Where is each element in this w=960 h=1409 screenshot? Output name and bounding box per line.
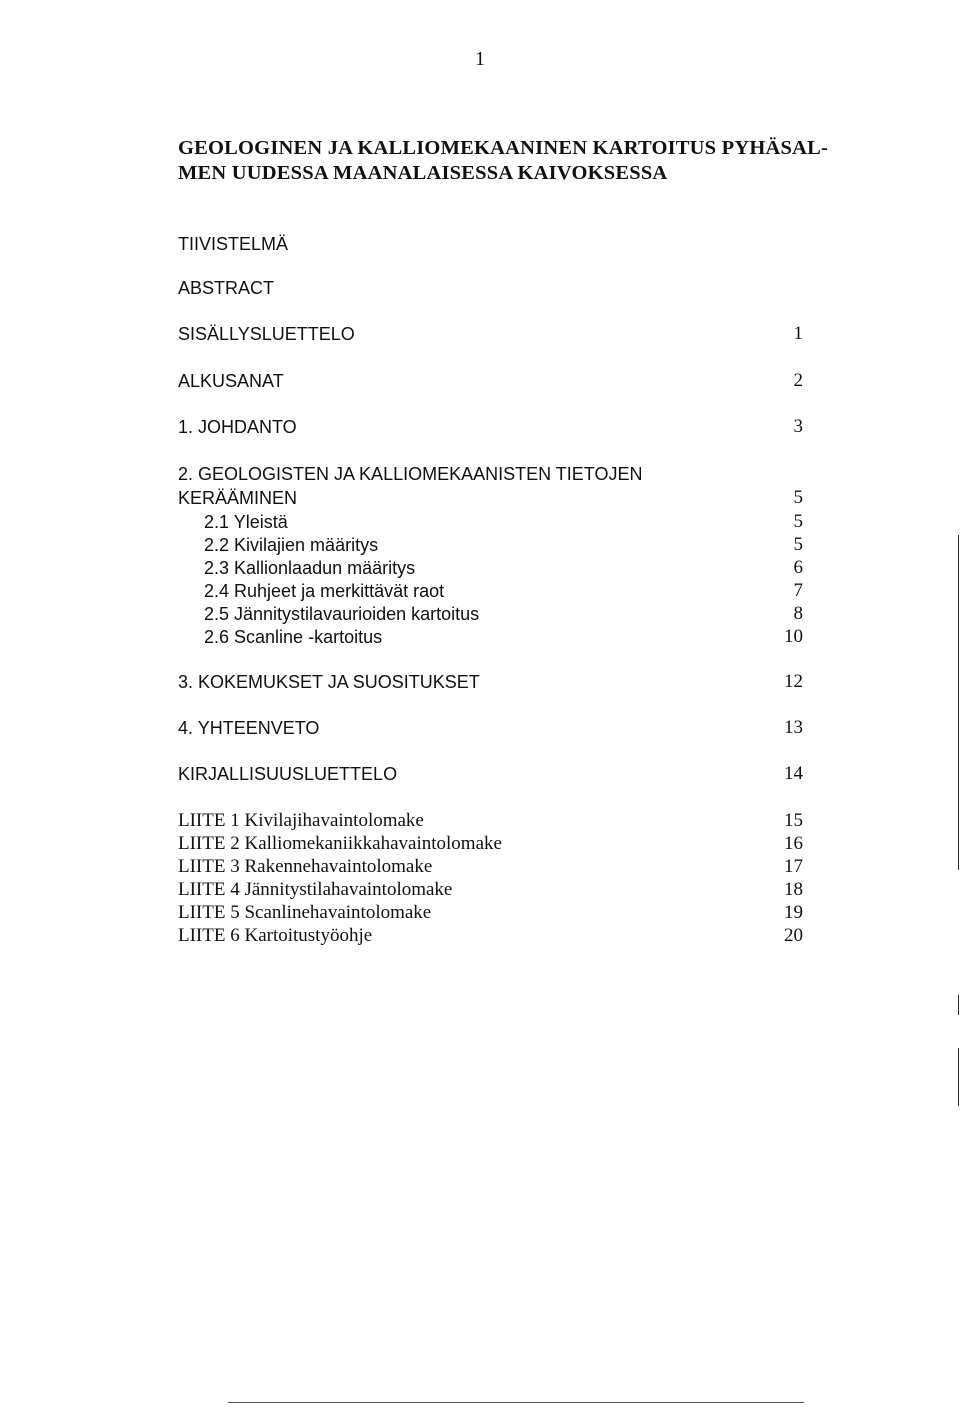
toc-entry-label: LIITE 4 Jännitystilahavaintolomake <box>178 879 453 900</box>
toc-entry-page: 18 <box>784 879 803 900</box>
scan-edge-line <box>958 535 959 870</box>
toc-entry-page: 5 <box>793 534 803 555</box>
toc-entry-label: 2.1 Yleistä <box>204 512 288 532</box>
toc-entry-page: 2 <box>793 370 803 391</box>
toc-entry-page: 7 <box>793 580 803 601</box>
toc-entry-label: ALKUSANAT <box>178 371 284 391</box>
toc-entry-label: 2.2 Kivilajien määritys <box>204 535 379 555</box>
toc-entry-page: 13 <box>784 717 803 738</box>
toc-entry-yhteenveto <box>178 716 803 740</box>
toc-entry-page: 10 <box>784 626 803 647</box>
toc-entry-liite-6 <box>178 924 803 948</box>
toc-entry-page: 15 <box>784 810 803 831</box>
toc-entry-label: KIRJALLISUUSLUETTELO <box>178 764 398 784</box>
toc-entry-2-2 <box>178 533 803 557</box>
scan-edge-mark <box>958 1048 959 1106</box>
document-title <box>178 136 828 186</box>
toc-entry-tiivistelma <box>178 232 803 256</box>
toc-entry-label: LIITE 2 Kalliomekaniikkahavaintolomake <box>178 833 502 854</box>
toc-entry-label: 2.6 Scanline -kartoitus <box>204 627 383 647</box>
toc-entry-2-6 <box>178 625 803 649</box>
toc-entry-label: LIITE 1 Kivilajihavaintolomake <box>178 810 424 831</box>
toc-entry-page: 16 <box>784 833 803 854</box>
toc-entry-alkusanat <box>178 369 803 393</box>
toc-entry-page: 3 <box>793 416 803 437</box>
toc-entry-johdanto <box>178 415 803 439</box>
toc-entry-kirjallisuusluettelo <box>178 762 803 786</box>
title-line-1: GEOLOGINEN JA KALLIOMEKAANINEN KARTOITUS PYHÄSAL- <box>178 137 828 159</box>
toc-entry-label: TIIVISTELMÄ <box>178 234 289 254</box>
toc-entry-page: 5 <box>793 487 803 508</box>
title-line-2: MEN UUDESSA MAANALAISESSA KAIVOKSESSA <box>178 162 668 184</box>
toc-entry-label: LIITE 3 Rakennehavaintolomake <box>178 856 433 877</box>
toc-entry-liite-1 <box>178 809 803 833</box>
toc-entry-2-3 <box>178 556 803 580</box>
toc-entry-label: 2.3 Kallionlaadun määritys <box>204 558 416 578</box>
toc-entry-label: 2. GEOLOGISTEN JA KALLIOMEKAANISTEN TIETOJEN <box>178 464 643 484</box>
toc-entry-sisallysluettelo <box>178 322 803 346</box>
toc-entry-2-1 <box>178 510 803 534</box>
toc-entry-label: 1. JOHDANTO <box>178 417 297 437</box>
toc-entry-label: 4. YHTEENVETO <box>178 718 320 738</box>
toc-entry-page: 14 <box>784 763 803 784</box>
toc-entry-label: ABSTRACT <box>178 278 275 298</box>
toc-entry-label: LIITE 6 Kartoitustyöohje <box>178 925 373 946</box>
scan-edge-mark <box>958 995 959 1015</box>
toc-entry-2-5 <box>178 602 803 626</box>
toc-entry-section-2 <box>178 462 803 486</box>
toc-entry-label: 3. KOKEMUKSET JA SUOSITUKSET <box>178 672 480 692</box>
toc-entry-kokemukset <box>178 670 803 694</box>
toc-entry-page: 17 <box>784 856 803 877</box>
toc-entry-liite-2 <box>178 832 803 856</box>
toc-entry-page: 8 <box>793 603 803 624</box>
toc-entry-page: 20 <box>784 925 803 946</box>
toc-entry-label: 2.4 Ruhjeet ja merkittävät raot <box>204 581 445 601</box>
toc-entry-label: SISÄLLYSLUETTELO <box>178 324 355 344</box>
toc-entry-liite-5 <box>178 901 803 925</box>
toc-entry-page: 19 <box>784 902 803 923</box>
toc-entry-page: 1 <box>793 323 803 344</box>
toc-entry-liite-4 <box>178 878 803 902</box>
toc-entry-liite-3 <box>178 855 803 879</box>
toc-entry-label: LIITE 5 Scanlinehavaintolomake <box>178 902 432 923</box>
toc-entry-2-4 <box>178 579 803 603</box>
toc-entry-page: 5 <box>793 511 803 532</box>
toc-entry-label: 2.5 Jännitystilavaurioiden kartoitus <box>204 604 480 624</box>
toc-entry-label: KERÄÄMINEN <box>178 488 298 508</box>
toc-entry-page: 6 <box>793 557 803 578</box>
scan-bottom-rule <box>228 1402 804 1403</box>
page-number: 1 <box>475 48 485 70</box>
toc-entry-keraaminen <box>178 486 803 510</box>
toc-entry-abstract <box>178 276 803 300</box>
toc-entry-page: 12 <box>784 671 803 692</box>
